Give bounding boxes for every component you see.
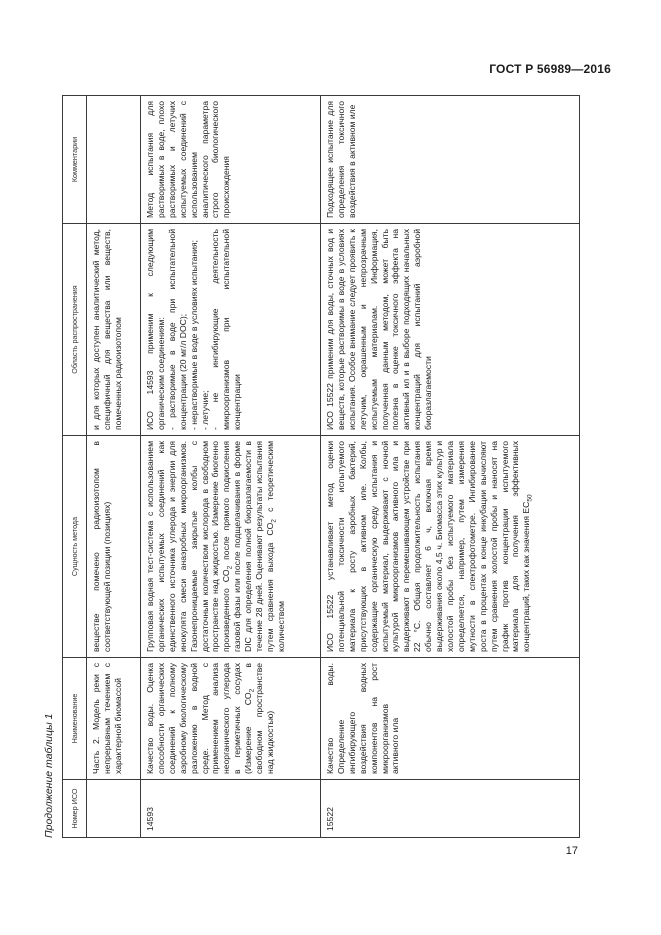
comment-cell (87, 96, 141, 224)
scope-list-item: - летучие; (199, 390, 210, 430)
table-row (321, 96, 580, 838)
table-caption: Продолжение таблицы 1 (43, 713, 55, 838)
scope-description: ИСО 15522 применим для воды, сточных вод и веществ, которые растворимы в воде в условиях испытания. Особое внимание следует проявить к летучим, окрашенным и непрозрачным испытуемым материалам. Информация, полученная данным методом, может быть полезна в оценке токсичного эффекта на активный ил и в выборе подходящих начальных концентраций для испытаний аэробной биоразлагаемости (321, 224, 580, 436)
table-row (87, 96, 141, 838)
rotated-table-block (40, 96, 580, 838)
standard-name: Качество воды. Оценка способности органических соединений к полному аэробному биологическому разложению в водной среде. Метод с применением анализа неорганического углерода в герметичных сосудах (Измерение $CO_2$ в свободном пространстве над жидкостью) (141, 658, 321, 780)
col-header-scope: Область распространения (63, 224, 87, 436)
scope-description: ИСО 14593 применим к следующим органическим соединениям: - растворимые в воде при испытательной концентрации (20 мг/л DOC); - нерастворимые в воде в условиях испытания; - летучие; - не ингибирующие деятельность микроорганизмов при испытательной концентрации (141, 224, 321, 436)
table-header-row (63, 96, 87, 838)
method-description: ИСО 15522 устанавливает метод оценки потенциальной токсичности испытуемого материала к росту аэробных бактерий, присутствующих в активном иле. Колбы, содержащие органическую среду испытания и испытуемый материал, выдерживают с ночной культурой микроорганизмов активного ила и выдерживают в перемешивающем устройстве при 22 °C. Общая продолжительность испытания обычно составляет 6 ч, включая время выдерживания около 4,5 ч. Биомасса этих культур и холостой пробы без испытуемого материала определяется, например, путем измерения мутности в спектрофотометре. Ингибирование роста в процентах в конце инкубации вычисляют путем сравнения холостой пробы и наносят на график против концентрации испытуемого материала для получения эффективных концентраций, таких как значения $EC_{50}$ (321, 436, 580, 658)
iso-number: 14593 (141, 780, 321, 838)
standards-table (62, 95, 580, 838)
comment-cell: Подходящее испытание для определения токсичного воздействия в активном иле (321, 96, 580, 224)
table-row (141, 96, 321, 838)
iso-number: 15522 (321, 780, 580, 838)
comment-cell: Метод испытания для растворимых в воде, плохо растворимых и летучих испытуемых соединений с использованием аналитического параметра строго биологического происхождения (141, 96, 321, 224)
scope-list-item: - растворимые в воде при испытательной концентрации (20 мг/л DOC); (166, 229, 188, 430)
col-header-iso: Номер ИСО (63, 780, 87, 838)
standard-name: Часть 2. Модель реки с непрерывным течением с характерной биомассой (87, 658, 141, 780)
scope-list-item: - нерастворимые в воде в условиях испытания; (188, 239, 199, 430)
method-description: веществе помечено радиоизотопом в соответствующей позиции (позициях) (87, 436, 141, 658)
col-header-comment: Комментарии (63, 96, 87, 224)
scope-list-item: - не ингибирующие деятельность микроорганизмов при испытательной концентрации (210, 229, 243, 430)
standard-header: ГОСТ Р 56989—2016 (489, 62, 611, 76)
standard-name: Качество воды. Определение ингибирующего воздействия водных компонентов на рост микроорганизмов активного ила (321, 658, 580, 780)
page-number: 17 (565, 845, 578, 857)
col-header-method: Сущность метода (63, 436, 87, 658)
scope-description: и для которых доступен аналитический метод, специфичный для вещества или веществ, помеченных радиоизотопом (87, 224, 141, 436)
col-header-name: Наименование (63, 658, 87, 780)
method-description: Групповая водная тест-система с использованием органических испытуемых соединений как единственного источника углерода и энергии для инокулята смеси анаэробных микроорганизмов. Газонепроницаемые закрытые колбы с достаточным количеством кислорода в свободном пространстве над жидкостью. Измерение биогенно произведенного $CO_2$ после прямого подкисления газовой фазы или после подщелачивания в форме DIC для определения полной биоразлагаемости в течение 28 дней. Оценивают результаты испытания путем сравнения выхода $CO_2$ с теоретическим количеством (141, 436, 321, 658)
iso-number (87, 780, 141, 838)
